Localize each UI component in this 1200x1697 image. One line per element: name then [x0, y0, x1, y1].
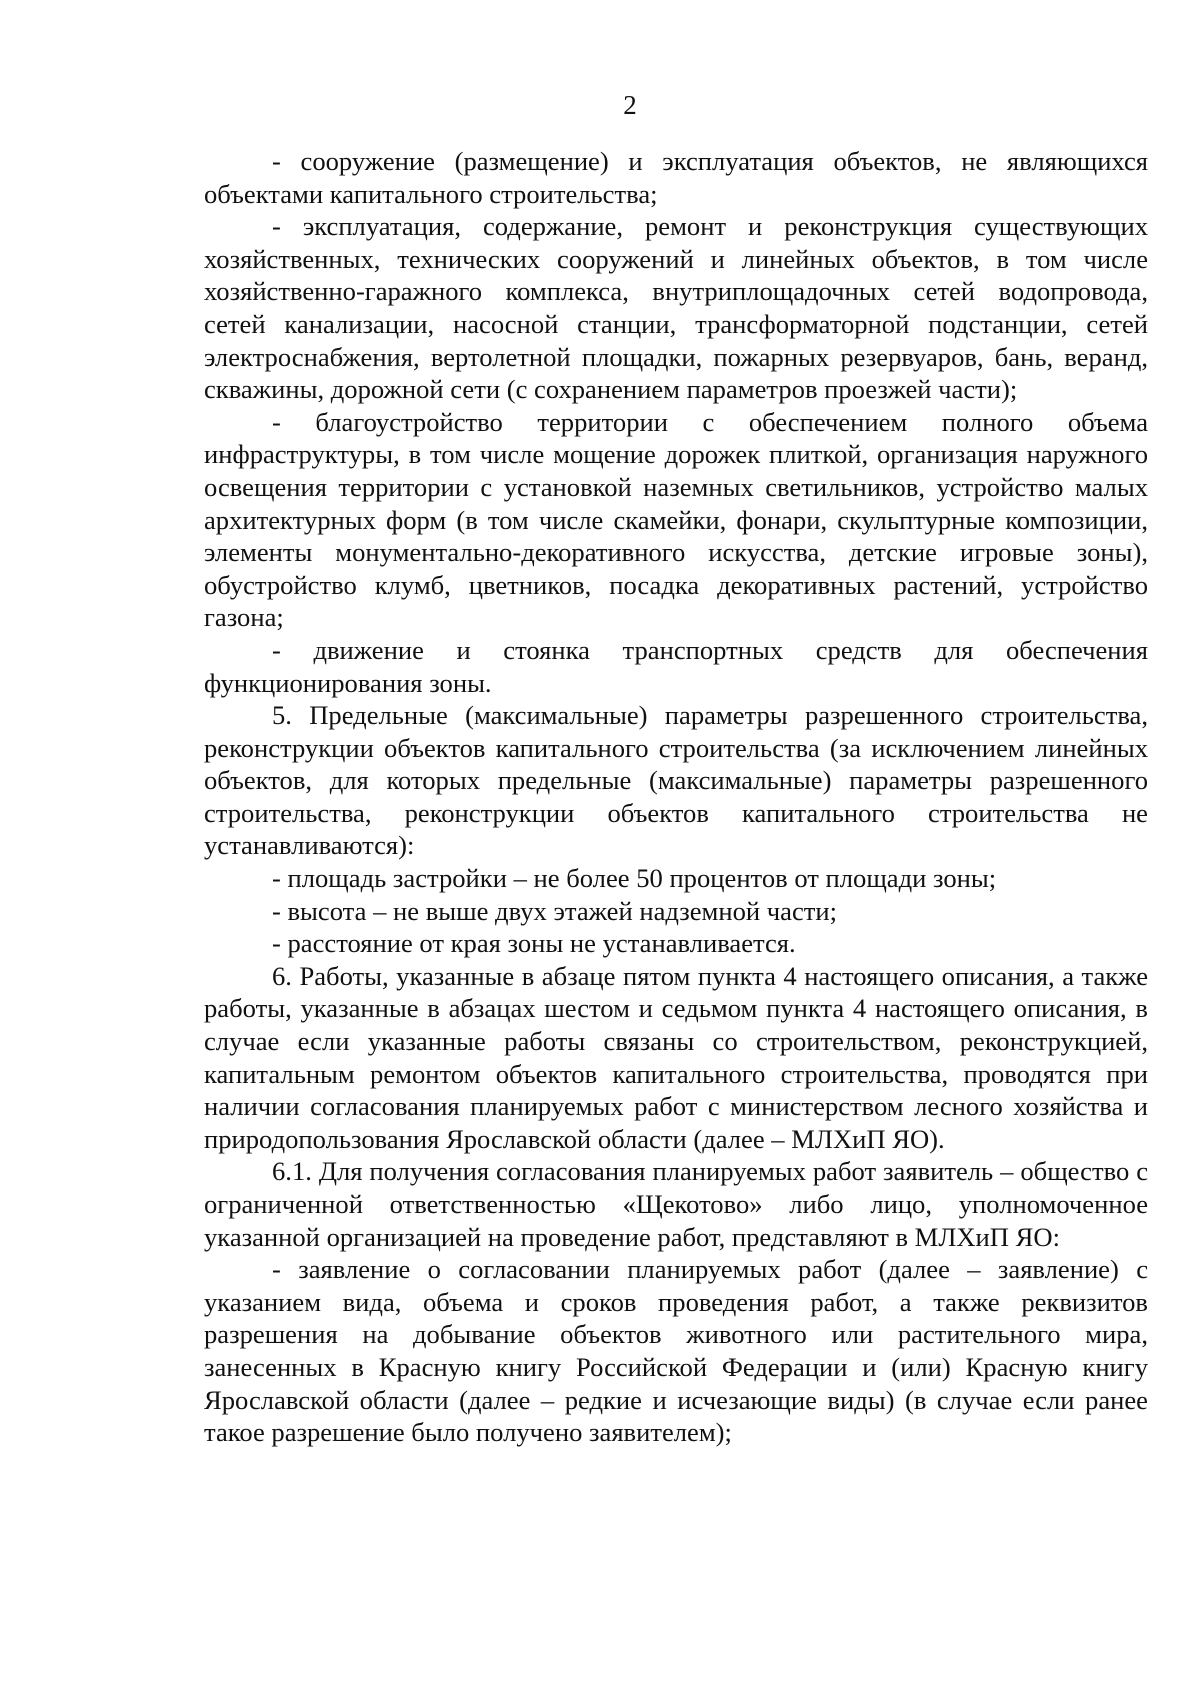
page-number: 2 — [623, 90, 637, 120]
paragraph-application: - заявление о согласовании планируемых работ (далее – заявление) с указанием вида, объема и сроков проведения работ, а также реквизитов разрешения на добывание объектов животного или растительного мира, занесенных в Красную книгу Российской Федерации и (или) Красную книгу Ярославской области (далее – редкие и исчезающие виды) (в случае если ранее такое разрешение было получено заявителем); — [204, 1254, 1148, 1448]
paragraph-section-6-1: 6.1. Для получения согласования планируемых работ заявитель – общество с ограниченной ответственностью «Щекотово» либо лицо, уполномоченное указанной организацией на проведение работ, представляют в МЛХиП ЯО: — [204, 1156, 1148, 1252]
paragraph-section-6: 6. Работы, указанные в абзаце пятом пункта 4 настоящего описания, а также работы, указанные в абзацах шестом и седьмом пункта 4 настоящего описания, в случае если указанные работы связаны со строительством, реконструкцией, капитальным ремонтом объектов капитального строительства, проводятся при наличии согласования планируемых работ с министерством лесного хозяйства и природопользования Ярославской области (далее – МЛХиП ЯО). — [204, 960, 1148, 1154]
paragraph-landscaping: - благоустройство территории с обеспечением полного объема инфраструктуры, в том числе мощение дорожек плиткой, организация наружного освещения территории с установкой наземных светильников, устройство малых архитектурных форм (в том числе скамейки, фонари, скульптурные композиции, элементы монументально-декоративного искусства, детские игровые зоны), обустройство клумб, цветников, посадка декоративных растений, устройство газона; — [204, 406, 1148, 633]
paragraph-non-capital-objects: - сооружение (размещение) и эксплуатация объектов, не являющихся объектами капитального строительства; — [204, 146, 1148, 209]
paragraph-building-area: - площадь застройки – не более 50 процентов от площади зоны; — [272, 863, 997, 894]
paragraph-height: - высота – не выше двух этажей надземной части; — [272, 895, 838, 926]
paragraph-section-5: 5. Предельные (максимальные) параметры разрешенного строительства, реконструкции объектов капитального строительства (за исключением линейных объектов, для которых предельные (максимальные) параметры разрешенного строительства, реконструкции объектов капитального строительства не устанавливаются): — [204, 700, 1148, 861]
paragraph-vehicle-movement: - движение и стоянка транспортных средств для обеспечения функционирования зоны. — [204, 634, 1148, 698]
paragraph-operation-maintenance: - эксплуатация, содержание, ремонт и реконструкция существующих хозяйственных, технических сооружений и линейных объектов, в том числе хозяйственно-гаражного комплекса, внутриплощадочных сетей водопровода, сетей канализации, насосной станции, трансформаторной подстанции, сетей электроснабжения, вертолетной площадки, пожарных резервуаров, бань, веранд, скважины, дорожной сети (с сохранением параметров проезжей части); — [204, 211, 1148, 405]
document-body — [204, 145, 1148, 1449]
paragraph-distance: - расстояние от края зоны не устанавливается. — [272, 928, 796, 959]
